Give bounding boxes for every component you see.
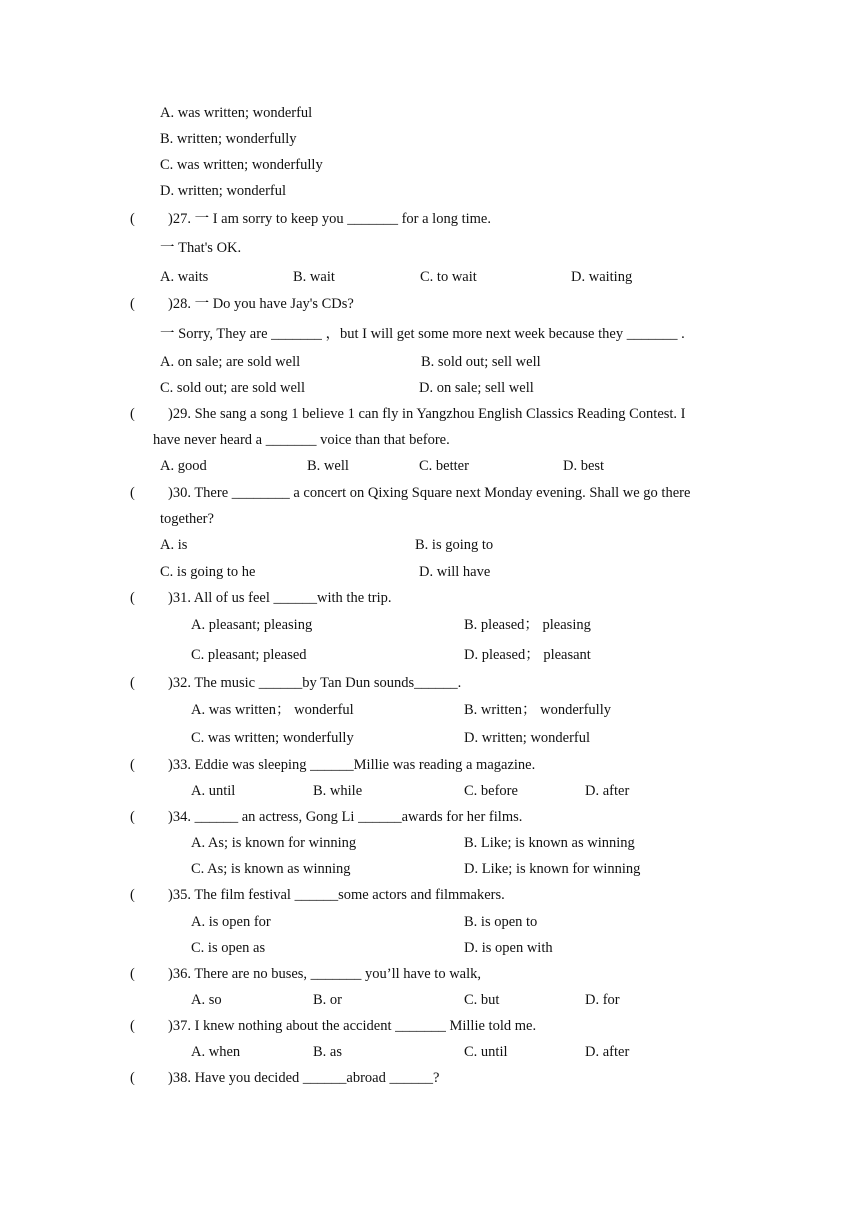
option-text: D. waiting — [571, 269, 633, 285]
option-text: D. after — [585, 783, 630, 799]
question-stem: )33. Eddie was sleeping ______Millie was reading a magazine. — [168, 757, 536, 773]
answer-paren: ( — [130, 1070, 135, 1086]
question-stem: )29. She sang a song 1 believe 1 can fly in Yangzhou English Classics Reading Contest. I — [168, 406, 686, 422]
option-text: C. sold out; are sold well — [160, 380, 305, 396]
option-text: D. is open with — [464, 940, 553, 956]
option-text: C. was written; wonderfully — [160, 157, 323, 173]
option-text: A. pleasant; pleasing — [191, 617, 313, 633]
option-text: A. waits — [160, 269, 209, 285]
option-text: C. before — [464, 783, 518, 799]
option-text: B. or — [313, 992, 342, 1008]
option-text: B. written； wonderfully — [464, 702, 611, 718]
answer-paren: ( — [130, 757, 135, 773]
option-text: D. on sale; sell well — [419, 380, 534, 396]
option-text: A. is — [160, 537, 188, 553]
dialogue-reply: 一 That's OK. — [160, 240, 242, 256]
option-text: A. good — [160, 458, 207, 474]
option-text: A. on sale; are sold well — [160, 354, 301, 370]
question-stem: )38. Have you decided ______abroad ______? — [168, 1070, 440, 1086]
option-text: D. after — [585, 1044, 630, 1060]
option-text: C. is going to he — [160, 564, 256, 580]
option-text: D. will have — [419, 564, 491, 580]
option-text: C. to wait — [420, 269, 477, 285]
option-text: A. is open for — [191, 914, 271, 930]
option-text: B. while — [313, 783, 363, 799]
answer-paren: ( — [130, 887, 135, 903]
option-text: D. written; wonderful — [160, 183, 287, 199]
question-stem: )36. There are no buses, _______ you’ll have to walk, — [168, 966, 482, 982]
answer-paren: ( — [130, 966, 135, 982]
question-stem: )37. I knew nothing about the accident _______ Millie told me. — [168, 1018, 537, 1034]
option-text: D. for — [585, 992, 620, 1008]
option-text: C. but — [464, 992, 500, 1008]
question-stem: )31. All of us feel ______with the trip. — [168, 590, 392, 606]
option-text: A. was written； wonderful — [191, 702, 354, 718]
option-text: A. until — [191, 783, 236, 799]
option-text: B. wait — [293, 269, 335, 285]
option-text: B. is open to — [464, 914, 538, 930]
answer-paren: ( — [130, 296, 135, 312]
question-stem: )35. The film festival ______some actors and filmmakers. — [168, 887, 505, 903]
option-text: C. pleasant; pleased — [191, 647, 307, 663]
answer-paren: ( — [130, 485, 135, 501]
option-text: B. Like; is known as winning — [464, 835, 635, 851]
option-text: B. well — [307, 458, 349, 474]
option-text: D. pleased； pleasant — [464, 647, 591, 663]
option-text: A. so — [191, 992, 222, 1008]
answer-paren: ( — [130, 211, 135, 227]
question-stem: )28. 一 Do you have Jay's CDs? — [168, 296, 354, 312]
question-stem: )34. ______ an actress, Gong Li ______awards for her films. — [168, 809, 523, 825]
option-text: B. written; wonderfully — [160, 131, 297, 147]
dialogue-reply: 一 Sorry, They are _______ ，but I will get some more next week because they _______ . — [160, 326, 685, 342]
answer-paren: ( — [130, 406, 135, 422]
option-text: B. pleased； pleasing — [464, 617, 591, 633]
option-text: D. best — [563, 458, 605, 474]
option-text: C. As; is known as winning — [191, 861, 351, 877]
option-text: C. was written; wonderfully — [191, 730, 354, 746]
option-text: A. was written; wonderful — [160, 105, 313, 121]
question-stem-continued: have never heard a _______ voice than that before. — [153, 432, 450, 448]
option-text: B. sold out; sell well — [421, 354, 541, 370]
option-text: A. when — [191, 1044, 241, 1060]
question-stem: )32. The music ______by Tan Dun sounds______. — [168, 675, 462, 691]
option-text: B. as — [313, 1044, 342, 1060]
option-text: D. written; wonderful — [464, 730, 591, 746]
answer-paren: ( — [130, 809, 135, 825]
answer-paren: ( — [130, 675, 135, 691]
option-text: C. better — [419, 458, 469, 474]
question-stem: )30. There ________ a concert on Qixing Square next Monday evening. Shall we go there — [168, 485, 691, 501]
option-text: D. Like; is known for winning — [464, 861, 641, 877]
option-text: C. is open as — [191, 940, 266, 956]
answer-paren: ( — [130, 1018, 135, 1034]
option-text: A. As; is known for winning — [191, 835, 357, 851]
question-stem-continued: together? — [160, 511, 214, 527]
option-text: B. is going to — [415, 537, 494, 553]
question-stem: )27. 一 I am sorry to keep you _______ for a long time. — [168, 211, 491, 227]
answer-paren: ( — [130, 590, 135, 606]
option-text: C. until — [464, 1044, 508, 1060]
